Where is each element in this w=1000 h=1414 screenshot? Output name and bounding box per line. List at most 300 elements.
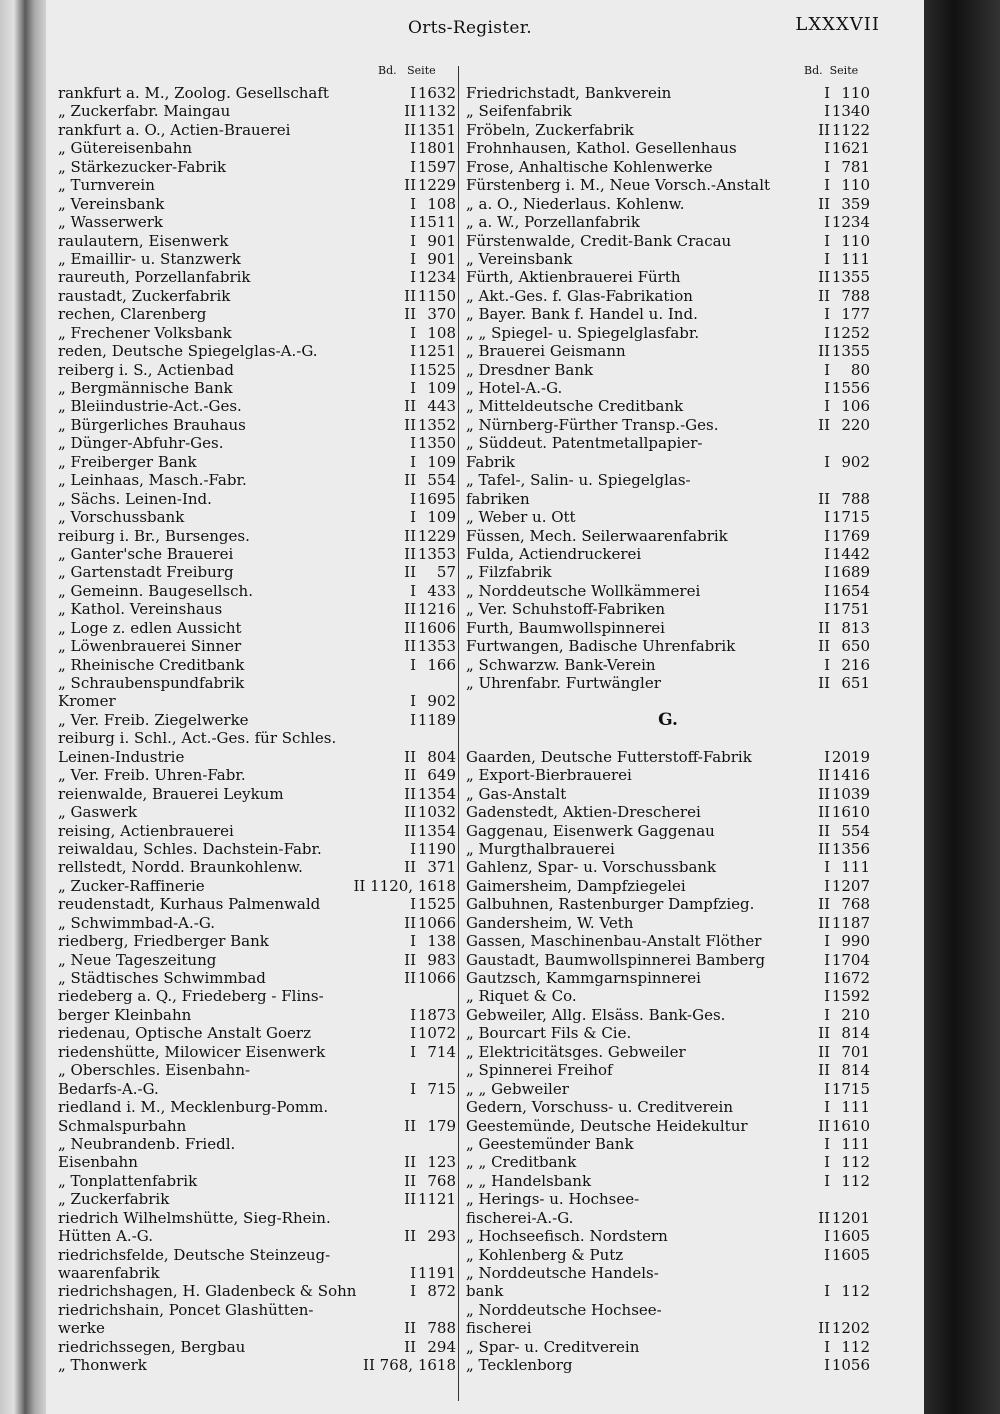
entry-volume: I — [824, 1005, 830, 1024]
index-entry — [58, 619, 456, 637]
entry-volume: II — [818, 1061, 830, 1080]
entry-volume: II — [404, 471, 416, 490]
entry-page: 901 — [427, 231, 456, 250]
entry-volume: I — [410, 379, 416, 397]
entry-page: 1072 — [417, 1024, 456, 1043]
index-entry — [466, 1319, 870, 1337]
entry-name: Gautzsch, Kammgarnspinnerei — [466, 969, 701, 987]
entry-name: „ Frechener Volksbank — [58, 323, 232, 342]
entry-page: 112 — [841, 1171, 870, 1190]
entry-page: 1234 — [831, 213, 870, 232]
entry-volume: I — [824, 508, 830, 527]
entry-volume: II — [818, 1116, 830, 1135]
entry-name: „ Dünger-Abfuhr-Ges. — [58, 434, 224, 453]
entry-name: „ Akt.-Ges. f. Glas-Fabrikation — [466, 286, 693, 305]
entry-name: Frohnhausen, Kathol. Gesellenhaus — [466, 139, 737, 158]
entry-page: 1511 — [417, 213, 456, 232]
index-entry — [58, 250, 456, 268]
entry-page: 370 — [427, 305, 456, 324]
entry-name: „ Brauerei Geismann — [466, 342, 626, 361]
entry-name: „ Turnverein — [58, 176, 155, 195]
entry-volume: I — [410, 839, 416, 858]
entry-name: Eisenbahn — [58, 1153, 138, 1172]
index-entry — [466, 1209, 870, 1227]
index-entry — [466, 1098, 870, 1116]
entry-name: Friedrichstadt, Bankverein — [466, 84, 672, 102]
entry-page: 1191 — [417, 1264, 456, 1282]
index-entry — [466, 453, 870, 471]
blank-line — [466, 692, 870, 710]
index-entry — [466, 1356, 870, 1374]
index-entry — [466, 932, 870, 950]
entry-page: 112 — [841, 1153, 870, 1172]
index-entry — [466, 545, 870, 563]
entry-page: 1190 — [417, 839, 456, 858]
entry-page: 109 — [427, 452, 456, 471]
entry-volume: I — [410, 508, 416, 527]
index-entry — [466, 416, 870, 434]
index-entry — [58, 1227, 456, 1245]
index-entry — [466, 1061, 870, 1079]
entry-name: „ Kathol. Vereinshaus — [58, 600, 223, 619]
index-entry — [466, 1264, 870, 1282]
entry-page: 1354 — [417, 784, 456, 803]
entry-volume: I — [824, 1337, 830, 1356]
index-entry — [466, 324, 870, 342]
entry-name: „ „ Gebweiler — [466, 1079, 569, 1098]
entry-page: 1610 — [831, 1116, 870, 1135]
index-entry — [466, 379, 870, 397]
index-entry — [58, 711, 456, 729]
entry-volume: II — [818, 120, 830, 139]
entry-name: „ Seifenfabrik — [466, 102, 572, 121]
index-entry — [58, 397, 456, 415]
entry-name: Leinen-Industrie — [58, 747, 185, 766]
entry-name: reden, Deutsche Spiegelglas-A.-G. — [58, 342, 318, 361]
entry-page: 216 — [841, 655, 870, 674]
entry-volume: II — [818, 415, 830, 434]
index-entry — [466, 895, 870, 913]
entry-volume: II — [404, 1116, 416, 1135]
entry-volume: I — [410, 342, 416, 361]
entry-page: 1672 — [831, 969, 870, 987]
entry-page: 1751 — [831, 600, 870, 619]
page-title: Orts-Register. — [407, 18, 533, 38]
entry-page: 788 — [841, 286, 870, 305]
book-binding — [0, 0, 46, 1414]
entry-name: fischerei-A.-G. — [466, 1208, 574, 1227]
index-entry — [58, 1246, 456, 1264]
entry-name: fischerei — [466, 1319, 532, 1338]
entry-name: „ Ganter'sche Brauerei — [58, 544, 234, 563]
entry-page: 814 — [841, 1061, 870, 1080]
entry-name: „ Uhrenfabr. Furtwängler — [466, 674, 661, 692]
index-entry — [466, 471, 870, 489]
entry-volume: I — [824, 581, 830, 600]
entry-page: 1354 — [417, 821, 456, 840]
entry-volume: I — [410, 434, 416, 453]
entry-page: 813 — [841, 618, 870, 637]
index-entry — [466, 674, 870, 692]
entry-name: Geestemünde, Deutsche Heidekultur — [466, 1116, 748, 1135]
entry-name: „ Löwenbrauerei Sinner — [58, 637, 242, 656]
entry-page: 715 — [427, 1079, 456, 1098]
index-entry — [466, 1135, 870, 1153]
entry-volume: I — [824, 526, 830, 545]
entry-name: riedenshütte, Milowicer Eisenwerk — [58, 1042, 326, 1061]
entry-page: 1592 — [831, 987, 870, 1006]
entry-page: 294 — [427, 1337, 456, 1356]
entry-volume: II — [818, 194, 830, 213]
entry-name: Frose, Anhaltische Kohlenwerke — [466, 157, 713, 176]
entry-name: riedeberg a. Q., Friedeberg - Flins- — [58, 987, 324, 1006]
index-entry — [466, 268, 870, 286]
entry-page: 651 — [841, 674, 870, 692]
entry-volume: II — [818, 839, 830, 858]
index-entry — [466, 121, 870, 139]
entry-name: „ Norddeutsche Handels- — [466, 1264, 659, 1282]
entry-name: rankfurt a. M., Zoolog. Gesellschaft — [58, 84, 329, 102]
entry-page: 768 — [841, 895, 870, 914]
entry-page: 2019 — [831, 747, 870, 766]
entry-page: 111 — [841, 1134, 870, 1153]
index-entry — [58, 563, 456, 581]
entry-page: 1353 — [417, 544, 456, 563]
entry-name: rechen, Clarenberg — [58, 305, 207, 324]
index-entry — [466, 877, 870, 895]
entry-volume: I — [410, 323, 416, 342]
index-entry — [58, 1098, 456, 1116]
entry-page: 1353 — [417, 637, 456, 656]
entry-volume: I — [410, 581, 416, 600]
entry-name: „ Riquet & Co. — [466, 987, 577, 1006]
entry-name: Gassen, Maschinenbau-Anstalt Flöther — [466, 932, 762, 951]
index-entry — [466, 213, 870, 231]
entry-volume: I — [824, 1356, 830, 1375]
entry-page: 1442 — [831, 544, 870, 563]
index-entry — [466, 840, 870, 858]
entry-page: 110 — [841, 84, 870, 102]
index-entry — [58, 305, 456, 323]
entry-volume: II — [404, 1319, 416, 1338]
entry-volume: I — [410, 932, 416, 951]
entry-name: „ Spar- u. Creditverein — [466, 1337, 640, 1356]
entry-volume: I — [410, 194, 416, 213]
entry-volume: II — [818, 913, 830, 932]
entry-name: „ Spinnerei Freihof — [466, 1061, 613, 1080]
index-entry — [58, 1264, 456, 1282]
entry-page: 220 — [841, 415, 870, 434]
entry-name: reiberg i. S., Actienbad — [58, 360, 234, 379]
entry-volume: II — [818, 268, 830, 287]
index-entry — [466, 803, 870, 821]
entry-volume: II — [404, 766, 416, 785]
entry-name: „ Leinhaas, Masch.-Fabr. — [58, 471, 247, 490]
entry-volume: I — [824, 747, 830, 766]
entry-volume: I — [410, 1024, 416, 1043]
index-entry — [466, 1043, 870, 1061]
entry-name: „ Geestemünder Bank — [466, 1134, 634, 1153]
entry-volume: II — [818, 784, 830, 803]
index-entry — [466, 914, 870, 932]
entry-page: 1201 — [831, 1208, 870, 1227]
entry-name: reiburg i. Schl., Act.-Ges. für Schles. — [58, 729, 337, 748]
entry-name: „ Vereinsbank — [58, 194, 165, 213]
index-entry — [58, 692, 456, 710]
entry-page: 1234 — [417, 268, 456, 287]
entry-volume: II — [404, 1227, 416, 1246]
entry-page: 1229 — [417, 526, 456, 545]
entry-name: „ Nürnberg-Fürther Transp.-Ges. — [466, 415, 719, 434]
entry-page: 1597 — [417, 157, 456, 176]
index-entry — [58, 1338, 456, 1356]
entry-name: Füssen, Mech. Seilerwaarenfabrik — [466, 526, 728, 545]
index-entry — [466, 563, 870, 581]
entry-volume: I — [410, 1264, 416, 1282]
entry-name: Fürstenwalde, Credit-Bank Cracau — [466, 231, 732, 250]
entry-name: „ Bourcart Fils & Cie. — [466, 1024, 632, 1043]
entry-page: 1039 — [831, 784, 870, 803]
index-entry — [466, 490, 870, 508]
index-entry — [466, 1117, 870, 1135]
index-entry — [466, 1153, 870, 1171]
entry-name: rellstedt, Nordd. Braunkohlenw. — [58, 858, 303, 877]
entry-name: „ Oberschles. Eisenbahn- — [58, 1061, 251, 1080]
entry-name: „ Zuckerfabr. Maingau — [58, 102, 231, 121]
entry-volume: I — [824, 858, 830, 877]
entry-page: 106 — [841, 397, 870, 416]
entry-page: 109 — [427, 379, 456, 397]
entry-volume: I — [410, 84, 416, 102]
index-entry — [58, 674, 456, 692]
entry-page: 1032 — [417, 803, 456, 822]
index-entry — [58, 1282, 456, 1300]
entry-page: 804 — [427, 747, 456, 766]
entry-page: 1207 — [831, 876, 870, 895]
index-entry — [58, 158, 456, 176]
entry-page: 1150 — [417, 286, 456, 305]
entry-page: 902 — [841, 452, 870, 471]
entry-name: riedrichshagen, H. Gladenbeck & Sohn — [58, 1282, 357, 1301]
blank-line — [466, 729, 870, 747]
entry-page: 371 — [427, 858, 456, 877]
entry-volume: II — [404, 176, 416, 195]
entry-page: 1340 — [831, 102, 870, 121]
entry-volume: I — [824, 323, 830, 342]
entry-name: „ „ Spiegel- u. Spiegelglasfabr. — [466, 323, 700, 342]
index-entry — [466, 969, 870, 987]
entry-reference: II 1120, 1618 — [353, 876, 456, 895]
entry-name: Furth, Baumwollspinnerei — [466, 618, 665, 637]
index-entry — [58, 1301, 456, 1319]
entry-name: Gebweiler, Allg. Elsäss. Bank-Ges. — [466, 1005, 726, 1024]
index-entry — [58, 656, 456, 674]
entry-name: waarenfabrik — [58, 1264, 160, 1282]
entry-page: 1416 — [831, 766, 870, 785]
index-entry — [58, 803, 456, 821]
index-entry — [58, 932, 456, 950]
entry-name: „ Dresdner Bank — [466, 360, 594, 379]
entry-name: riedberg, Friedberger Bank — [58, 932, 269, 951]
entry-name: Fürth, Aktienbrauerei Fürth — [466, 268, 681, 287]
entry-name: „ Filzfabrik — [466, 563, 552, 582]
index-entry — [58, 1153, 456, 1171]
entry-name: „ Bayer. Bank f. Handel u. Ind. — [466, 305, 698, 324]
entry-volume: I — [410, 268, 416, 287]
entry-name: Gaustadt, Baumwollspinnerei Bamberg — [466, 950, 766, 969]
entry-volume: II — [404, 286, 416, 305]
entry-page: 901 — [427, 249, 456, 268]
entry-name: Gedern, Vorschuss- u. Creditverein — [466, 1098, 734, 1117]
entry-name: „ Herings- u. Hochsee- — [466, 1190, 640, 1209]
entry-name: Gadenstedt, Aktien-Drescherei — [466, 803, 701, 822]
right-column — [466, 84, 870, 1375]
index-entry — [58, 434, 456, 452]
index-entry — [58, 914, 456, 932]
entry-name: „ Städtisches Schwimmbad — [58, 969, 266, 987]
index-entry — [58, 840, 456, 858]
entry-page: 650 — [841, 637, 870, 656]
entry-name: „ Elektricitätsges. Gebweiler — [466, 1042, 686, 1061]
entry-page: 1689 — [831, 563, 870, 582]
index-entry — [58, 969, 456, 987]
entry-name: raureuth, Porzellanfabrik — [58, 268, 251, 287]
index-entry — [58, 195, 456, 213]
entry-name: riedenau, Optische Anstalt Goerz — [58, 1024, 311, 1043]
entry-page: 1252 — [831, 323, 870, 342]
entry-page: 1056 — [831, 1356, 870, 1375]
entry-name: reudenstadt, Kurhaus Palmenwald — [58, 895, 321, 914]
entry-volume: I — [410, 157, 416, 176]
entry-page: 1202 — [831, 1319, 870, 1338]
entry-volume: II — [404, 803, 416, 822]
entry-page: 649 — [427, 766, 456, 785]
entry-volume: I — [824, 932, 830, 951]
entry-volume: I — [824, 969, 830, 987]
entry-volume: I — [824, 139, 830, 158]
entry-volume: I — [824, 213, 830, 232]
entry-name: „ „ Creditbank — [466, 1153, 577, 1172]
index-entry — [58, 508, 456, 526]
entry-page: 109 — [427, 508, 456, 527]
entry-page: 1525 — [417, 895, 456, 914]
entry-page: 1605 — [831, 1227, 870, 1246]
entry-reference: II 768, 1618 — [363, 1356, 456, 1375]
index-entry — [58, 268, 456, 286]
entry-page: 1350 — [417, 434, 456, 453]
entry-name: raustadt, Zuckerfabrik — [58, 286, 231, 305]
entry-volume: I — [824, 84, 830, 102]
entry-volume: I — [824, 1153, 830, 1172]
entry-volume: I — [824, 1171, 830, 1190]
entry-name: „ Tafel-, Salin- u. Spiegelglas- — [466, 471, 691, 490]
index-entry — [58, 139, 456, 157]
entry-page: 112 — [841, 1282, 870, 1301]
entry-page: 108 — [427, 194, 456, 213]
index-entry — [466, 361, 870, 379]
entry-page: 902 — [427, 692, 456, 711]
entry-name: „ Zuckerfabrik — [58, 1190, 170, 1209]
entry-name: „ Schraubenspundfabrik — [58, 674, 245, 692]
index-entry — [58, 582, 456, 600]
entry-page: 111 — [841, 249, 870, 268]
index-entry — [466, 785, 870, 803]
index-entry — [466, 582, 870, 600]
index-entry — [58, 987, 456, 1005]
entry-name: „ Norddeutsche Hochsee- — [466, 1300, 662, 1319]
index-entry — [58, 785, 456, 803]
entry-name: „ Hotel-A.-G. — [466, 379, 563, 397]
index-entry — [58, 1043, 456, 1061]
entry-page: 714 — [427, 1042, 456, 1061]
right-col-bd-header: Bd. Seite — [804, 64, 859, 77]
entry-name: „ Kohlenberg & Putz — [466, 1245, 624, 1264]
entry-volume: I — [824, 157, 830, 176]
index-entry — [58, 1209, 456, 1227]
entry-name: „ Wasserwerk — [58, 213, 164, 232]
entry-name: riedrich Wilhelmshütte, Sieg-Rhein. — [58, 1208, 331, 1227]
index-entry — [466, 748, 870, 766]
entry-name: „ Sächs. Leinen-Ind. — [58, 489, 212, 508]
index-entry — [58, 877, 456, 895]
entry-name: „ a. W., Porzellanfabrik — [466, 213, 640, 232]
entry-name: „ „ Handelsbank — [466, 1171, 592, 1190]
entry-name: Fröbeln, Zuckerfabrik — [466, 120, 634, 139]
entry-volume: I — [824, 987, 830, 1006]
entry-name: „ Loge z. edlen Aussicht — [58, 618, 242, 637]
entry-page: 110 — [841, 231, 870, 250]
entry-page: 293 — [427, 1227, 456, 1246]
entry-name: „ Schwimmbad-A.-G. — [58, 913, 216, 932]
entry-volume: I — [824, 1227, 830, 1246]
index-entry — [466, 1338, 870, 1356]
entry-name: Furtwangen, Badische Uhrenfabrik — [466, 637, 736, 656]
entry-page: 788 — [841, 489, 870, 508]
index-entry — [466, 158, 870, 176]
entry-volume: II — [818, 674, 830, 692]
index-entry — [58, 1319, 456, 1337]
column-divider — [458, 66, 459, 1401]
index-entry — [466, 434, 870, 452]
entry-page: 1132 — [417, 102, 456, 121]
index-entry — [466, 176, 870, 194]
entry-name: fabriken — [466, 489, 530, 508]
entry-page: 1556 — [831, 379, 870, 397]
index-entry — [58, 453, 456, 471]
section-letter: G. — [658, 710, 678, 730]
entry-volume: II — [404, 415, 416, 434]
index-entry — [58, 287, 456, 305]
entry-page: 701 — [841, 1042, 870, 1061]
entry-name: Kromer — [58, 692, 116, 711]
entry-volume: II — [404, 637, 416, 656]
entry-name: Fulda, Actiendruckerei — [466, 544, 642, 563]
entry-page: 80 — [850, 360, 870, 379]
entry-page: 1715 — [831, 508, 870, 527]
entry-name: „ Ver. Freib. Ziegelwerke — [58, 710, 249, 729]
entry-volume: II — [404, 397, 416, 416]
entry-name: „ Neubrandenb. Friedl. — [58, 1134, 236, 1153]
index-entry — [466, 1246, 870, 1264]
entry-name: „ Tecklenborg — [466, 1356, 573, 1375]
entry-name: „ Gas-Anstalt — [466, 784, 567, 803]
index-entry — [58, 729, 456, 747]
index-entry — [58, 232, 456, 250]
entry-volume: I — [410, 1005, 416, 1024]
left-column — [58, 84, 456, 1375]
entry-name: berger Kleinbahn — [58, 1005, 192, 1024]
index-entry — [58, 545, 456, 563]
